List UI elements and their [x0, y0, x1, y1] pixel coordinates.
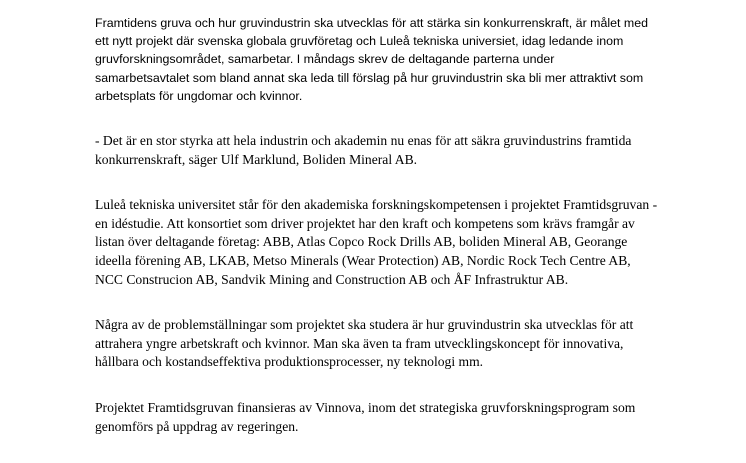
text-line: listan över deltagande företag: ABB, Atlas Copco Rock Drills AB, boliden Mineral AB, Georange — [95, 234, 628, 250]
text-line: en idéstudie. Att konsortiet som driver projektet har den kraft och kompetens som krävs framgår av — [95, 215, 635, 231]
funding-paragraph — [95, 399, 695, 436]
problems-paragraph — [95, 316, 695, 372]
quote-paragraph — [95, 132, 695, 169]
text-line: Några av de problemställningar som projektet ska studera är hur gruvindustrin ska utvecklas för att — [95, 317, 634, 333]
text-line: ideella förening AB, LKAB, Metso Minerals (Wear Protection) AB, Nordic Rock Tech Centre AB, — [95, 252, 631, 268]
lead-paragraph — [95, 14, 695, 105]
text-line: ett nytt projekt där svenska globala gruvföretag och Luleå tekniska universiet, idag ledande inom — [95, 34, 624, 49]
text-line: Projektet Framtidsgruvan finansieras av Vinnova, inom det strategiska gruvforskningsprogram som — [95, 399, 636, 415]
text-line: attrahera yngre arbetskraft och kvinnor. Man ska även ta fram utvecklingskoncept för innovativa, — [95, 335, 624, 351]
text-line: Luleå tekniska universitet står för den akademiska forskningskompetensen i projektet Framtidsgruvan - — [95, 197, 658, 213]
text-line: arbetsplats för ungdomar och kvinnor. — [95, 88, 303, 103]
text-line: Framtidens gruva och hur gruvindustrin ska utvecklas för att stärka sin konkurrenskraft, är målet med — [95, 16, 648, 30]
consortium-paragraph — [95, 196, 695, 289]
text-line: - Det är en stor styrka att hela industrin och akademin nu enas för att säkra gruvindustrins framtida — [95, 133, 632, 149]
text-line: konkurrenskraft, säger Ulf Marklund, Boliden Mineral AB. — [95, 151, 418, 167]
text-line: hållbara och kostandseffektiva produktionsprocesser, ny teknologi mm. — [95, 354, 484, 370]
text-line: NCC Construcion AB, Sandvik Mining and Construction AB och ÅF Infrastruktur AB. — [95, 271, 569, 287]
text-line: genomförs på uppdrag av regeringen. — [95, 418, 299, 434]
document-page — [95, 14, 695, 463]
text-line: samarbetsavtalet som bland annat ska leda till förslag på hur gruvindustrin ska bli mer attraktivt som — [95, 70, 644, 85]
text-line: gruvforskningsområdet, samarbetar. I måndags skrev de deltagande parterna under — [95, 52, 555, 67]
